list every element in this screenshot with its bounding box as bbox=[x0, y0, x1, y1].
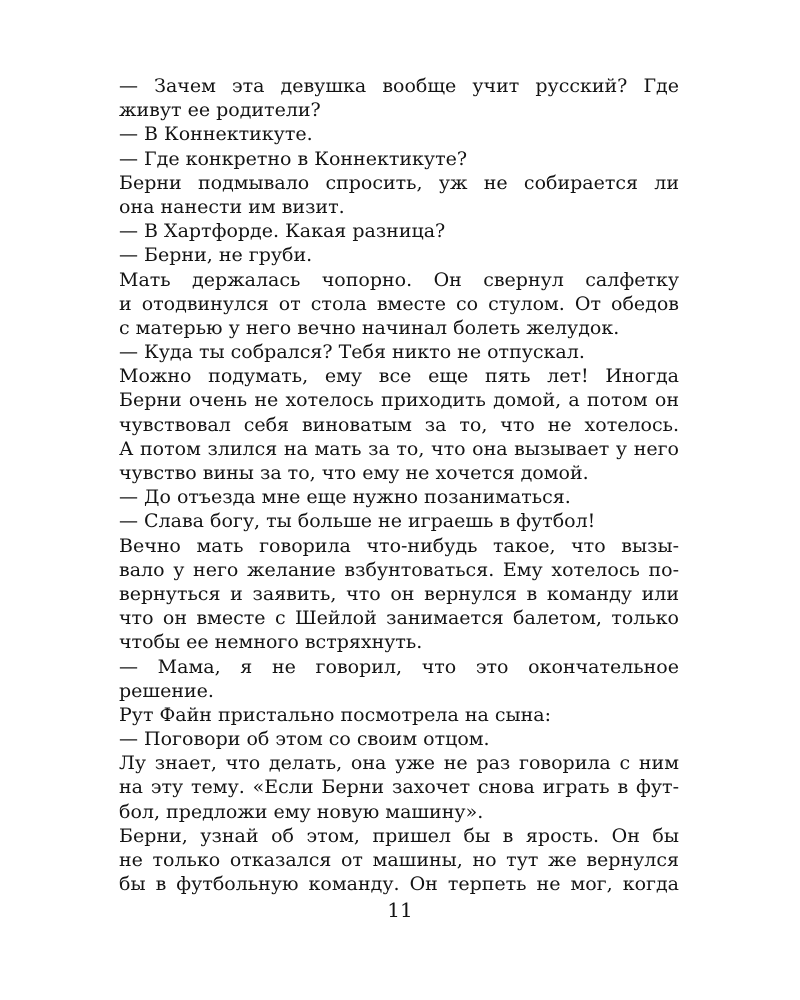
text-line: Берни очень не хотелось приходить домой, а потом он bbox=[119, 389, 679, 412]
text-line: решение. bbox=[119, 679, 214, 702]
text-line: с матерью у него вечно начинал болеть желудок. bbox=[119, 316, 620, 339]
text-line: Берни подмывало спросить, уж не собирается ли bbox=[119, 171, 679, 194]
text-line: — Где конкретно в Коннектикуте? bbox=[119, 147, 468, 170]
text-line: не только отказался от машины, но тут же вернулся bbox=[119, 849, 679, 871]
page-body bbox=[119, 74, 679, 896]
text-line: Вечно мать говорила что-нибудь такое, что вызы- bbox=[119, 534, 679, 557]
text-line: чтобы ее немного встряхнуть. bbox=[119, 631, 423, 654]
text-line: вернуться и заявить, что он вернулся в команду или bbox=[119, 582, 679, 605]
page-number: 11 bbox=[387, 898, 413, 922]
text-line: Берни, узнай об этом, пришел бы в ярость. Он бы bbox=[119, 824, 679, 847]
text-line: бы в футбольную команду. Он терпеть не мог, когда bbox=[119, 873, 679, 896]
text-line: на эту тему. «Если Берни захочет снова играть в фут- bbox=[119, 776, 679, 799]
text-line: Лу знает, что делать, она уже не раз говорила с ним bbox=[119, 752, 679, 775]
text-line: — В Хартфорде. Какая разница? bbox=[119, 220, 446, 243]
text-line: — До отъезда мне еще нужно позаниматься. bbox=[119, 486, 571, 509]
text-line: — Куда ты собрался? Тебя никто не отпускал. bbox=[119, 341, 585, 364]
text-line: чувство вины за то, что ему не хочется домой. bbox=[119, 462, 589, 484]
text-line: — Слава богу, ты больше не играешь в футбол! bbox=[119, 510, 596, 533]
text-line: Можно подумать, ему все еще пять лет! Иногда bbox=[119, 365, 679, 388]
text-line: бол, предложи ему новую машину». bbox=[119, 800, 484, 823]
text-line: — В Коннектикуте. bbox=[119, 123, 313, 146]
text-line: — Поговори об этом со своим отцом. bbox=[119, 728, 490, 751]
text-line: — Берни, не груби. bbox=[119, 244, 313, 267]
text-line: она нанести им визит. bbox=[119, 195, 345, 218]
text-line: — Мама, я не говорил, что это окончательное bbox=[119, 655, 679, 678]
text-line: чувствовал себя виноватым за то, что не хотелось. bbox=[119, 413, 679, 436]
text-line: — Зачем эта девушка вообще учит русский? Где bbox=[119, 75, 679, 97]
text-line: живут ее родители? bbox=[119, 99, 321, 122]
text-line: что он вместе с Шейлой занимается балетом, только bbox=[119, 607, 679, 630]
text-line: Рут Файн пристально посмотрела на сына: bbox=[119, 703, 552, 726]
text-line: Мать держалась чопорно. Он свернул салфетку bbox=[119, 268, 679, 291]
text-line: вало у него желание взбунтоваться. Ему хотелось по- bbox=[119, 558, 679, 581]
text-line: А потом злился на мать за то, что она вызывает у него bbox=[119, 437, 679, 460]
text-line: и отодвинулся от стола вместе со стулом. От обедов bbox=[119, 292, 679, 315]
